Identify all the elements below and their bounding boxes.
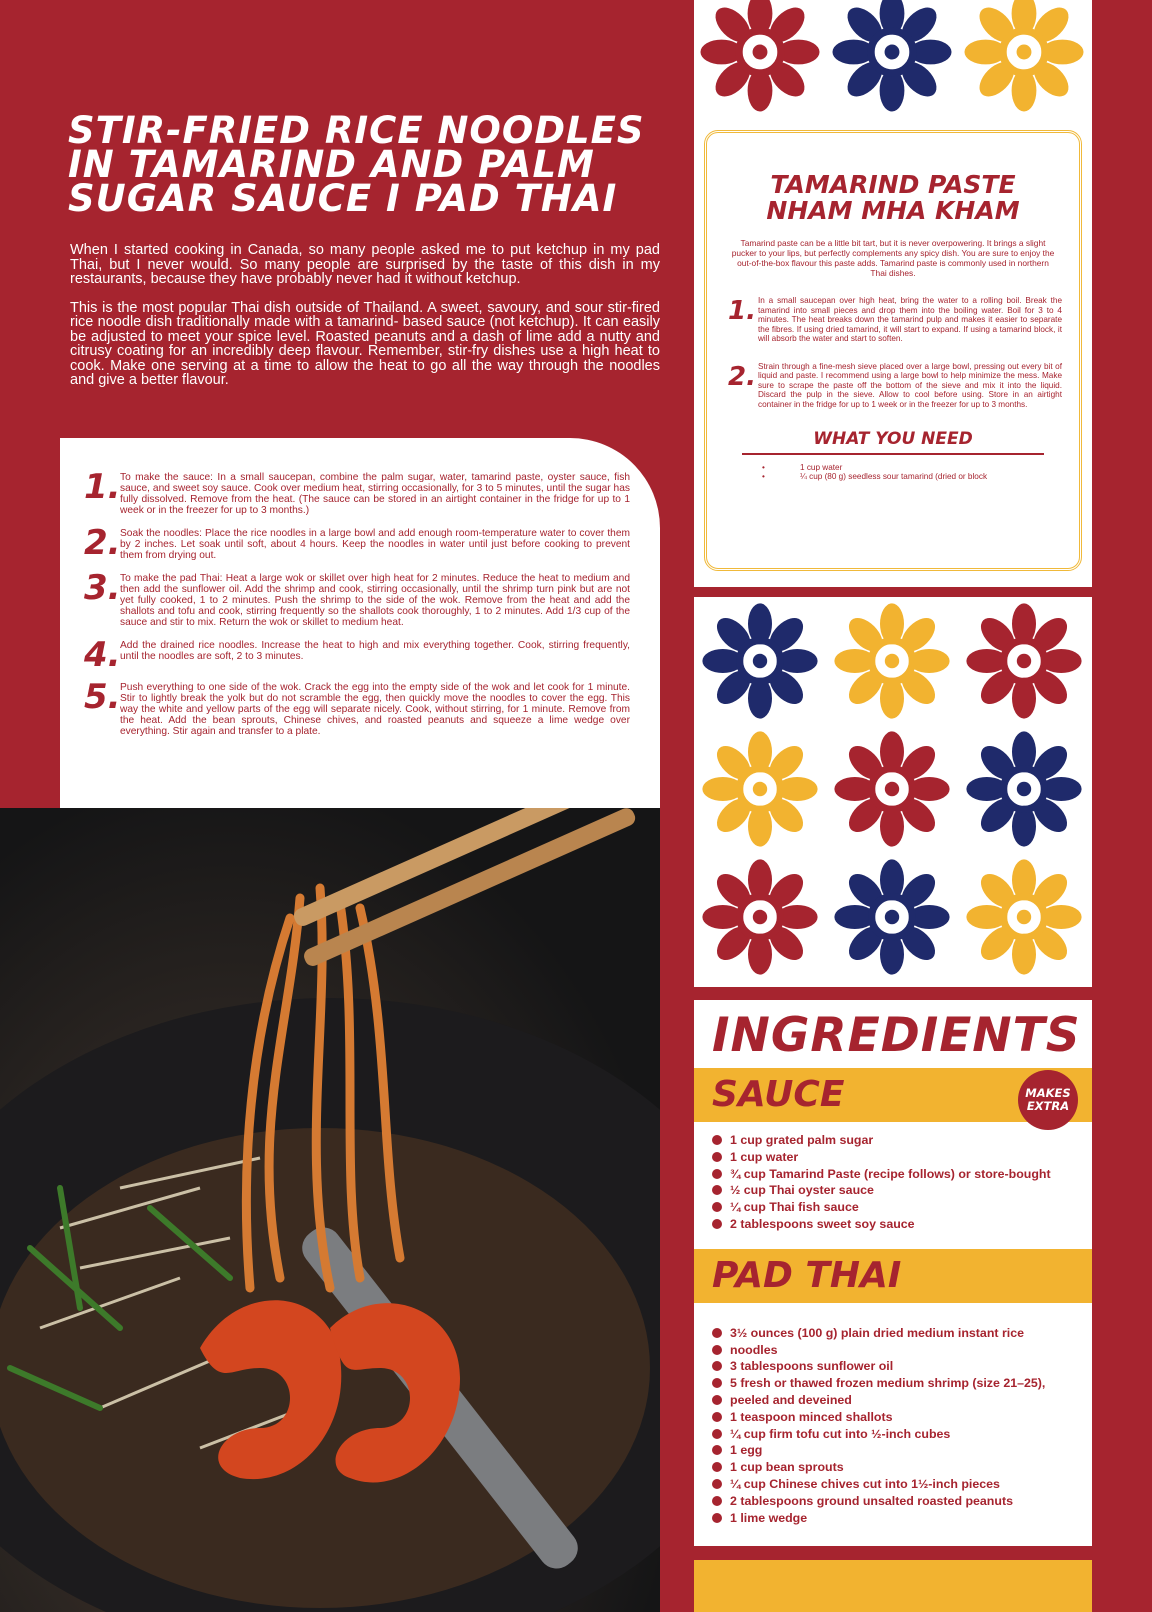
pad-thai-illustration <box>0 808 660 1612</box>
what-you-need-list <box>762 463 1034 481</box>
method-step <box>84 568 630 628</box>
method-step <box>84 635 630 675</box>
tamarind-title <box>712 172 1074 224</box>
step-number: 5. <box>84 677 121 717</box>
sauce-heading: SAUCE <box>712 1074 845 1115</box>
intro-text <box>70 243 660 402</box>
tile-pattern <box>694 597 1092 987</box>
makes-extra-badge <box>1018 1070 1078 1130</box>
tile-motif <box>702 731 817 846</box>
tile-motif <box>966 859 1081 974</box>
step-text: To make the pad Thai: Heat a large wok or skillet over high heat for 2 minutes. Reduce the heat to medium and then add the sunflower oil. Add the shrimp and cook, stirring occasionally, until the shrimp turn pink but are not yet fully cooked, 1 to 2 minutes. Push the shrimp to the side of the wok. Remove from the heat and add the shallots and tofu and cook, stirring frequently so the shallots cook thoroughly, 1 to 2 minutes. Add 1/3 cup of the sauce and stir to mix. Return the wok or skillet to medium heat. <box>120 573 630 628</box>
pad-thai-ingredient-list <box>694 1303 1092 1527</box>
sauce-band <box>694 1068 1092 1122</box>
decorative-tiles-top <box>694 0 1092 122</box>
step-number: 3. <box>84 568 121 608</box>
tile-motif <box>832 0 951 112</box>
what-you-need-heading: WHAT YOU NEED <box>742 429 1044 455</box>
list-item: ¾ cup Tamarind Paste (recipe follows) or store-bought <box>712 1166 1092 1183</box>
pad-thai-band <box>694 1249 1092 1303</box>
bottom-accent-strip <box>694 1560 1092 1612</box>
tamarind-description: Tamarind paste can be a little bit tart, but it is never overpowering. It brings a slight pucker to your lips, but perfectly complements any spicy dish. You are sure to enjoy the out-of-the-box flavour this paste adds. Tamarind paste is commonly used in northern Thai dishes. <box>731 238 1055 278</box>
tile-motif <box>966 603 1081 718</box>
step-text: In a small saucepan over high heat, bring the water to a rolling boil. Break the tamarind into small pieces and drop them into the boiling water. Boil for 3 to 4 minutes. The heat breaks down the tamarind pulp and makes it easier to separate the fibres. If using dried tamarind, it will start to expand. If using a tamarind block, it will absorb the water and start to soften. <box>758 296 1062 343</box>
list-item: 1 teaspoon minced shallots <box>712 1409 1092 1426</box>
badge-line: MAKES <box>1025 1086 1071 1100</box>
tile-motif <box>966 731 1081 846</box>
method-step <box>84 677 630 737</box>
list-item: 2 tablespoons ground unsalted roasted peanuts <box>712 1493 1092 1510</box>
list-item: ½ cup Thai oyster sauce <box>712 1182 1092 1199</box>
list-item: 3½ ounces (100 g) plain dried medium instant rice <box>712 1325 1092 1342</box>
method-step <box>84 467 630 516</box>
tamarind-step <box>728 362 1062 410</box>
tile-motif <box>834 603 949 718</box>
tile-motif <box>700 0 819 112</box>
list-item: 1 lime wedge <box>712 1510 1092 1527</box>
pad-thai-photo <box>0 808 660 1612</box>
step-number: 4. <box>84 635 121 675</box>
step-number: 2. <box>84 523 121 563</box>
tile-motif <box>964 0 1083 112</box>
list-item: 2 tablespoons sweet soy sauce <box>712 1216 1092 1233</box>
tile-pattern <box>694 0 1092 122</box>
list-item: noodles <box>712 1342 1092 1359</box>
list-item: ¼ cup firm tofu cut into ½-inch cubes <box>712 1426 1092 1443</box>
ingredients-heading: INGREDIENTS <box>712 1008 1081 1063</box>
ingredients-panel <box>694 1000 1092 1546</box>
list-item: • ¼ cup (80 g) seedless sour tamarind (dried or block <box>762 472 1034 481</box>
method-card <box>60 438 660 808</box>
list-item: 3 tablespoons sunflower oil <box>712 1358 1092 1375</box>
list-item: 1 cup bean sprouts <box>712 1459 1092 1476</box>
tamarind-paste-panel <box>694 122 1092 587</box>
list-item: • 1 cup water <box>762 463 1034 472</box>
intro-paragraph: This is the most popular Thai dish outside of Thailand. A sweet, savoury, and sour stir-fired rice noodle dish traditionally made with a tamarind- based sauce (not ketchup). It can easily be adjusted to meet your spice level. Roasted peanuts and a dash of lime add a nutty and citrusy coating for an incredibly deep flavour. Remember, stir-fry dishes use a high heat to cook. Make one serving at a time to allow the heat to go all the way through the noodles and give a better flavour. <box>70 299 660 388</box>
step-text: Push everything to one side of the wok. Crack the egg into the empty side of the wok and let cook for 1 minute. Stir to lightly break the yolk but do not scramble the egg, then quickly move the noodles to cover the egg. This way the white and yellow parts of the egg will separate nicely. Cook, without stirring, for 1 minute. Remove from the heat. Add the bean sprouts, Chinese chives, and roasted peanuts and squeeze a lime wedge over everything. Stir again and transfer to a plate. <box>120 682 630 737</box>
tamarind-step <box>728 296 1062 344</box>
sauce-ingredient-list <box>694 1122 1092 1233</box>
tile-motif <box>702 859 817 974</box>
step-text: Strain through a fine-mesh sieve placed over a large bowl, pressing out every bit of liquid and paste. I recommend using a large bowl to help minimize the mess. Make sure to scrape the paste off the bottom of the sieve and mix it into the liquid. Discard the pulp in the sieve. Allow to cool before using. Store in an airtight container in the fridge for up to 1 week or in the freezer for up to 3 months. <box>758 361 1062 409</box>
step-text: To make the sauce: In a small saucepan, combine the palm sugar, water, tamarind paste, oyster sauce, fish sauce, and sweet soy sauce. Cook over medium heat, stirring occasionally, for 3 to 5 minutes, until the sugar has fully dissolved. Remove from the heat. (The sauce can be stored in an airtight container in the fridge for up to 1 week or in the freezer for up to 3 months.) <box>120 472 630 516</box>
step-text: Add the drained rice noodles. Increase the heat to high and mix everything together. Cook, stirring frequently, until the noodles are soft, 2 to 3 minutes. <box>120 640 630 662</box>
tile-motif <box>702 603 817 718</box>
tamarind-title-line: TAMARIND PASTE <box>770 170 1016 199</box>
tamarind-title-line: NHAM MHA KHAM <box>766 196 1020 225</box>
list-item: 1 cup water <box>712 1149 1092 1166</box>
list-item: ¼ cup Thai fish sauce <box>712 1199 1092 1216</box>
tile-motif <box>834 859 949 974</box>
tile-motif <box>834 731 949 846</box>
list-item: 5 fresh or thawed frozen medium shrimp (size 21–25), <box>712 1375 1092 1392</box>
list-item: 1 cup grated palm sugar <box>712 1132 1092 1149</box>
step-number: 1. <box>84 467 121 507</box>
step-number: 2. <box>728 361 756 392</box>
badge-line: EXTRA <box>1026 1099 1070 1113</box>
step-text: Soak the noodles: Place the rice noodles in a large bowl and add enough room-temperature water to cover them by 2 inches. Let soak until soft, about 4 hours. Keep the noodles in water until just before cooking to prevent them from drying out. <box>120 528 630 561</box>
pad-thai-heading: PAD THAI <box>712 1254 902 1296</box>
decorative-tiles-grid <box>694 597 1092 987</box>
step-number: 1. <box>728 296 756 326</box>
intro-paragraph: When I started cooking in Canada, so many people asked me to put ketchup in my pad Thai, but I never would. So many people are surprised by the taste of this dish in my restaurants, because they have probably never had it without ketchup. <box>70 242 660 287</box>
list-item: ¼ cup Chinese chives cut into 1½-inch pieces <box>712 1476 1092 1493</box>
list-item: peeled and deveined <box>712 1392 1092 1409</box>
recipe-title: STIR-FRIED RICE NOODLES IN TAMARIND AND PALM SUGAR SAUCE I PAD THAI <box>68 109 645 220</box>
list-item: 1 egg <box>712 1442 1092 1459</box>
method-step <box>84 523 630 563</box>
